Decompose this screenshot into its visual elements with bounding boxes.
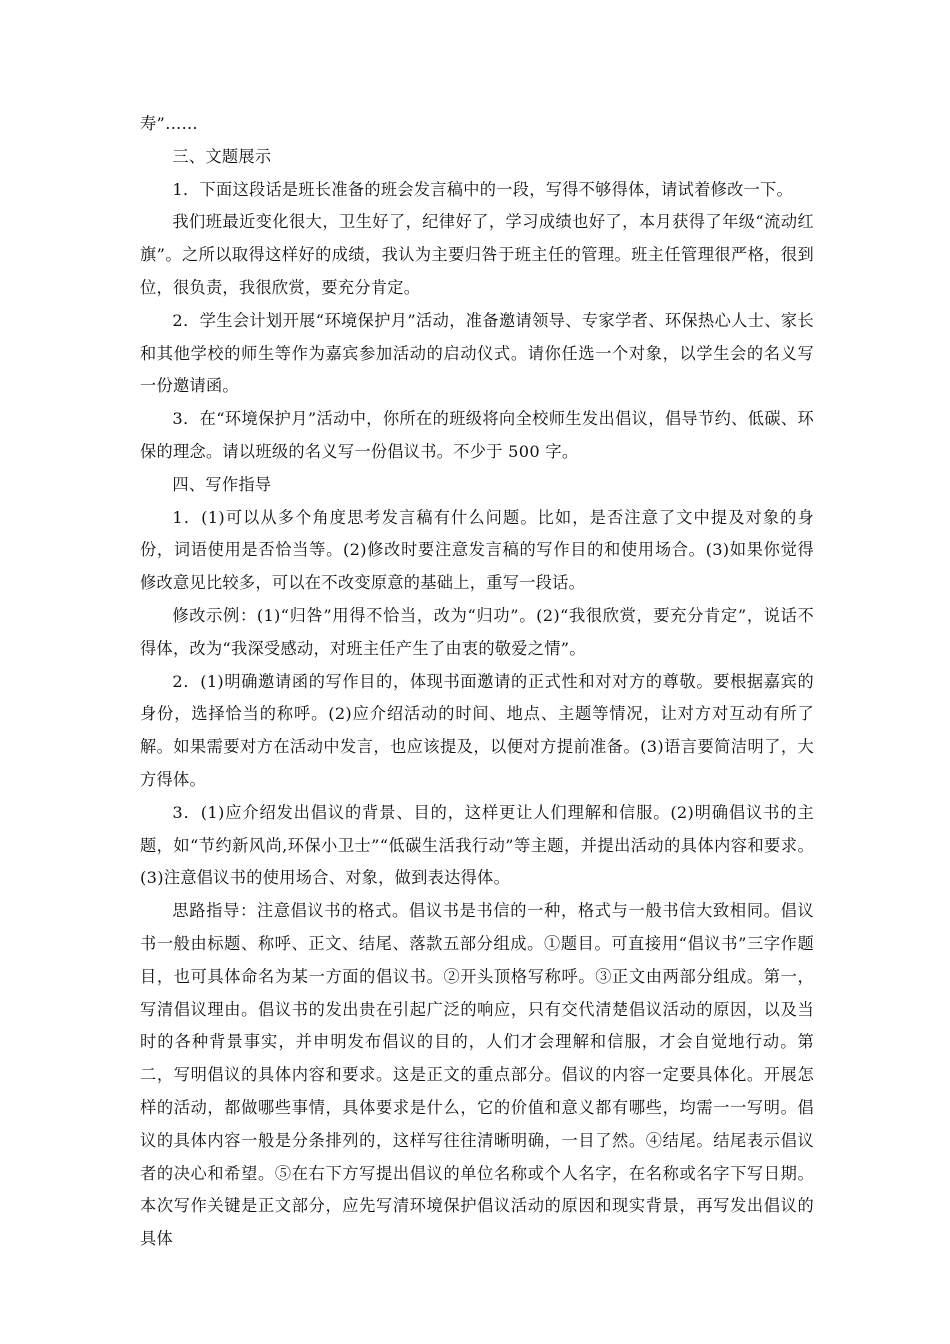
question-1-passage: 我们班最近变化很大，卫生好了，纪律好了，学习成绩也好了，本月获得了年级“流动红旗”。之所以取得这样好的成绩，我认为主要归咎于班主任的管理。班主任管理很严格，很到位，很负责，我很欣赏，要充分肯定。 <box>140 212 814 297</box>
thinking-guidance: 思路指导：注意倡议书的格式。倡议书是书信的一种，格式与一般书信大致相同。倡议书一般由标题、称呼、正文、结尾、落款五部分组成。①题目。可直接用“倡议书”三字作题目，也可具体命名为某一方面的倡议书。②开头顶格写称呼。③正文由两部分组成。第一，写清倡议理由。倡议书的发出贵在引起广泛的响应，只有交代清楚倡议活动的原因，以及当时的各种背景事实，并申明发布倡议的目的，人们才会理解和信服，才会自觉地行动。第二，写明倡议的具体内容和要求。这是正文的重点部分。倡议的内容一定要具体化。开展怎样的活动，都做哪些事情，具体要求是什么，它的价值和意义都有哪些，均需一一写明。倡议的具体内容一般是分条排列的，这样写往往清晰明确，一目了然。④结尾。结尾表示倡议者的决心和希望。⑤在右下方写提出倡议的单位名称或个人名字，在名称或名字下写日期。本次写作关键是正文部分，应先写清环境保护倡议活动的原因和现实背景，再写发出倡议的具体 <box>140 901 814 1249</box>
section-heading-topics: 三、文题展示 <box>172 146 272 166</box>
question-1: 1．下面这段话是班长准备的班会发言稿中的一段，写得不够得体，请试着修改一下。 <box>172 179 794 199</box>
guidance-1: 1．(1)可以从多个角度思考发言稿有什么问题。比如，是否注意了文中提及对象的身份，词语使用是否恰当等。(2)修改时要注意发言稿的写作目的和使用场合。(3)如果你觉得修改意见比较多，可以在不改变原意的基础上，重写一段话。 <box>140 507 814 593</box>
guidance-2: 2．(1)明确邀请函的写作目的，体现书面邀请的正式性和对对方的尊敬。要根据嘉宾的身份，选择恰当的称呼。(2)应介绍活动的时间、地点、主题等情况，让对方对互动有所了解。如果需要对方在活动中发言，也应该提及，以便对方提前准备。(3)语言要简洁明了，大方得体。 <box>140 671 814 789</box>
guidance-3: 3．(1)应介绍发出倡议的背景、目的，这样更让人们理解和信服。(2)明确倡议书的主题，如“节约新风尚,环保小卫士”“低碳生活我行动”等主题，并提出活动的具体内容和要求。(3)注意倡议书的使用场合、对象，做到表达得体。 <box>140 802 814 888</box>
guidance-1-example: 修改示例：(1)“归咎”用得不恰当，改为“归功”。(2)“我很欣赏，要充分肯定”，说话不得体，改为“我深受感动，对班主任产生了由衷的敬爱之情”。 <box>140 605 814 658</box>
paragraph-continuation: 寿”…… <box>140 114 199 133</box>
question-3: 3．在“环境保护月”活动中，你所在的班级将向全校师生发出倡议，倡导节约、低碳、环保的理念。请以班级的名义写一份倡议书。不少于 500 字。 <box>140 409 814 461</box>
question-2: 2．学生会计划开展“环境保护月”活动，准备邀请领导、专家学者、环保热心人士、家长和其他学校的师生等作为嘉宾参加活动的启动仪式。请你任选一个对象，以学生会的名义写一份邀请函。 <box>140 310 814 396</box>
section-heading-guidance: 四、写作指导 <box>172 474 272 494</box>
